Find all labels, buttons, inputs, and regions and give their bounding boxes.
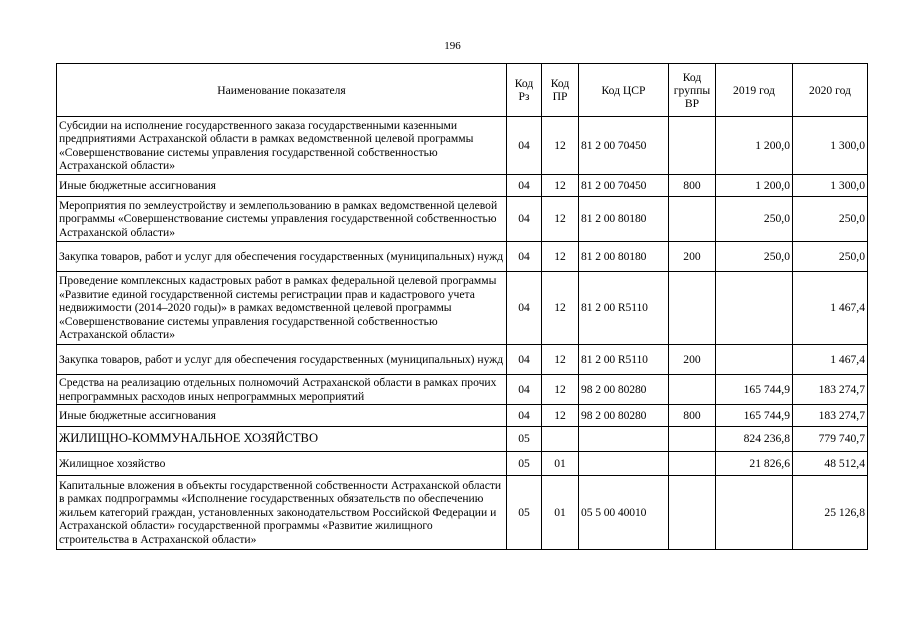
cell-csr: 81 2 00 70450	[579, 117, 669, 175]
header-2019: 2019 год	[716, 64, 793, 117]
table-row	[57, 452, 868, 476]
cell-2020: 183 274,7	[793, 375, 868, 405]
cell-csr	[579, 452, 669, 476]
table-row	[57, 427, 868, 452]
cell-pr: 12	[542, 242, 579, 272]
header-row	[57, 64, 868, 117]
cell-rz: 05	[507, 476, 542, 550]
cell-pr: 01	[542, 452, 579, 476]
cell-pr: 01	[542, 476, 579, 550]
table-row	[57, 197, 868, 242]
cell-2019: 21 826,6	[716, 452, 793, 476]
table-row	[57, 476, 868, 550]
budget-table	[56, 63, 868, 550]
cell-2020: 250,0	[793, 242, 868, 272]
table-row	[57, 272, 868, 345]
cell-vr	[669, 476, 716, 550]
cell-name: Средства на реализацию отдельных полномочий Астраханской области в рамках прочих непрограммных расходов иных непрограммных мероприятий	[57, 375, 507, 405]
header-2020: 2020 год	[793, 64, 868, 117]
cell-csr: 81 2 00 80180	[579, 242, 669, 272]
cell-pr: 12	[542, 375, 579, 405]
cell-pr: 12	[542, 345, 579, 375]
cell-rz: 05	[507, 452, 542, 476]
cell-rz: 05	[507, 427, 542, 452]
cell-name: Иные бюджетные ассигнования	[57, 405, 507, 427]
cell-csr: 81 2 00 R5110	[579, 272, 669, 345]
cell-pr: 12	[542, 117, 579, 175]
cell-2019	[716, 476, 793, 550]
cell-2020: 183 274,7	[793, 405, 868, 427]
cell-vr: 800	[669, 405, 716, 427]
cell-2019: 250,0	[716, 242, 793, 272]
cell-2020: 1 467,4	[793, 272, 868, 345]
cell-vr	[669, 375, 716, 405]
cell-csr: 98 2 00 80280	[579, 405, 669, 427]
cell-rz: 04	[507, 242, 542, 272]
cell-vr	[669, 272, 716, 345]
cell-csr: 05 5 00 40010	[579, 476, 669, 550]
cell-2020: 48 512,4	[793, 452, 868, 476]
cell-name: Проведение комплексных кадастровых работ в рамках федеральной целевой программы «Развитие единой государственной системы регистрации прав и кадастрового учета недвижимости (2014–2020 годы)» в рамках ведомственной целевой программы «Совершенствование системы управления государственной собственностью Астраханской области»	[57, 272, 507, 345]
cell-vr	[669, 452, 716, 476]
cell-rz: 04	[507, 375, 542, 405]
cell-rz: 04	[507, 175, 542, 197]
cell-name: Жилищное хозяйство	[57, 452, 507, 476]
cell-2020: 250,0	[793, 197, 868, 242]
cell-2019: 165 744,9	[716, 405, 793, 427]
cell-rz: 04	[507, 272, 542, 345]
cell-2019: 1 200,0	[716, 175, 793, 197]
cell-vr: 200	[669, 345, 716, 375]
cell-name: ЖИЛИЩНО-КОММУНАЛЬНОЕ ХОЗЯЙСТВО	[57, 427, 507, 452]
cell-csr	[579, 427, 669, 452]
cell-2019: 824 236,8	[716, 427, 793, 452]
table-row	[57, 117, 868, 175]
header-pr: Код ПР	[542, 64, 579, 117]
cell-csr: 81 2 00 80180	[579, 197, 669, 242]
cell-csr: 81 2 00 70450	[579, 175, 669, 197]
cell-rz: 04	[507, 197, 542, 242]
cell-rz: 04	[507, 117, 542, 175]
cell-2019: 1 200,0	[716, 117, 793, 175]
header-vr: Код группы ВР	[669, 64, 716, 117]
table-row	[57, 345, 868, 375]
cell-name: Мероприятия по землеустройству и землепользованию в рамках ведомственной целевой программы «Совершенствование системы управления государственной собственностью Астраханской области»	[57, 197, 507, 242]
cell-name: Закупка товаров, работ и услуг для обеспечения государственных (муниципальных) нужд	[57, 345, 507, 375]
cell-csr: 98 2 00 80280	[579, 375, 669, 405]
cell-2020: 25 126,8	[793, 476, 868, 550]
table-row	[57, 242, 868, 272]
cell-vr	[669, 117, 716, 175]
header-name: Наименование показателя	[57, 64, 507, 117]
cell-pr: 12	[542, 405, 579, 427]
cell-csr: 81 2 00 R5110	[579, 345, 669, 375]
header-csr: Код ЦСР	[579, 64, 669, 117]
cell-rz: 04	[507, 345, 542, 375]
cell-2020: 1 300,0	[793, 175, 868, 197]
cell-vr	[669, 197, 716, 242]
page-number: 196	[444, 40, 461, 52]
cell-name: Капитальные вложения в объекты государственной собственности Астраханской области в рамках подпрограммы «Исполнение государственных обязательств по обеспечению жильем категорий граждан, установленных законодательством Российской Федерации и Астраханской области» государственной программы «Развитие жилищного строительства в Астраханской области»	[57, 476, 507, 550]
cell-vr: 800	[669, 175, 716, 197]
cell-pr: 12	[542, 272, 579, 345]
cell-2020: 1 467,4	[793, 345, 868, 375]
table-row	[57, 405, 868, 427]
cell-2019	[716, 272, 793, 345]
cell-name: Иные бюджетные ассигнования	[57, 175, 507, 197]
cell-2019	[716, 345, 793, 375]
cell-pr: 12	[542, 197, 579, 242]
cell-name: Закупка товаров, работ и услуг для обеспечения государственных (муниципальных) нужд	[57, 242, 507, 272]
table-row	[57, 175, 868, 197]
cell-vr	[669, 427, 716, 452]
cell-2019: 250,0	[716, 197, 793, 242]
cell-name: Субсидии на исполнение государственного заказа государственными казенными предприятиями Астраханской области в рамках ведомственной целевой программы «Совершенствование системы управления государственной собственностью Астраханской области»	[57, 117, 507, 175]
cell-2019: 165 744,9	[716, 375, 793, 405]
cell-rz: 04	[507, 405, 542, 427]
table-row	[57, 375, 868, 405]
header-rz: Код Рз	[507, 64, 542, 117]
cell-2020: 779 740,7	[793, 427, 868, 452]
cell-pr: 12	[542, 175, 579, 197]
cell-2020: 1 300,0	[793, 117, 868, 175]
cell-pr	[542, 427, 579, 452]
cell-vr: 200	[669, 242, 716, 272]
